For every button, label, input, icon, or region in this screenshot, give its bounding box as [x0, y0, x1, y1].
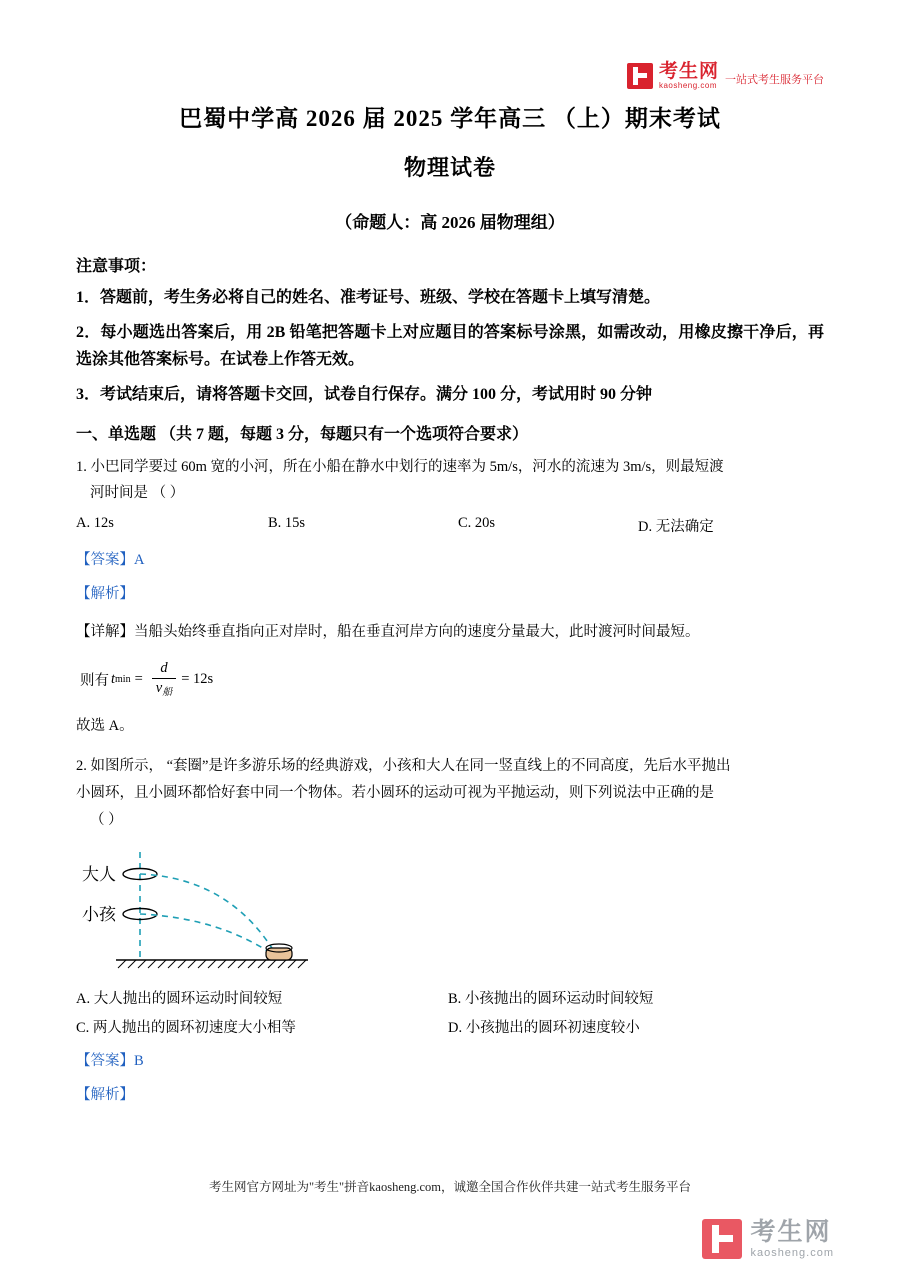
formula-fraction	[152, 660, 176, 698]
option-b[interactable]: B. 小孩抛出的圆环运动时间较短	[448, 990, 654, 1007]
composer-line: （命题人：高 2026 届物理组）	[335, 213, 565, 232]
question-2-analysis-label-wrap	[76, 1082, 824, 1108]
question-2-stem	[76, 753, 824, 833]
question-2-text-line1: 如图所示， “套圈”是许多游乐场的经典游戏，小孩和大人在同一竖直线上的不同高度，先后水平抛出	[90, 758, 731, 775]
analysis-label: 【解析】	[76, 586, 134, 603]
detail-text: 当船头始终垂直指向正对岸时，船在垂直河岸方向的速度分量最大，此时渡河时间最短。	[134, 624, 700, 641]
question-1-text-line2: 河时间是 （ ）	[90, 485, 185, 502]
option-d[interactable]: D. 无法确定	[638, 519, 714, 536]
question-1-detail	[76, 619, 824, 646]
site-logo	[627, 62, 824, 90]
footer-text-before: 考生网官方网址为"考生"拼音	[208, 1180, 370, 1194]
logo-title: 考生网	[658, 61, 719, 82]
page-footer	[0, 1177, 900, 1195]
notice-item: 2．每小题选出答案后，用 2B 铅笔把答题卡上对应题目的答案标号涂黑，如需改动，用橡皮擦干净后，再选涂其他答案标号。在试卷上作答无效。	[76, 324, 824, 368]
answer-label: 【答案】	[76, 552, 134, 569]
footer-text-after: ，诚邀全国合作伙伴共建一站式考生服务平台	[441, 1180, 692, 1194]
watermark-logo-icon	[702, 1219, 742, 1259]
question-1-conclusion: 故选 A。	[76, 718, 134, 735]
toss-ring-diagram	[82, 844, 392, 974]
watermark-subtitle: kaosheng.com	[750, 1246, 834, 1259]
question-1-text-line1: 小巴同学要过 60m 宽的小河，所在小船在静水中划行的速率为 5m/s，河水的流速为 3m/s，则最短渡	[90, 458, 724, 475]
question-2-text-line2: 小圆环，且小圆环都恰好套中同一个物体。若小圆环的运动可视为平抛运动，则下列说法中正确的是	[76, 784, 714, 801]
analysis-label: 【解析】	[76, 1086, 134, 1103]
formula-result: = 12s	[181, 670, 214, 687]
page-title: 巴蜀中学高 2026 届 2025 学年高三 （上）期末考试	[179, 106, 721, 131]
logo-mark-icon	[627, 63, 653, 89]
question-1-analysis-label-wrap	[76, 581, 824, 607]
option-c[interactable]: C. 两人抛出的圆环初速度大小相等	[76, 1019, 296, 1036]
formula-denominator	[152, 678, 176, 698]
question-1-formula	[76, 660, 824, 698]
formula-lead: 则有	[80, 672, 109, 689]
answer-value: A	[134, 552, 145, 569]
answer-value: B	[134, 1052, 144, 1069]
formula-denominator-subscript: 船	[162, 687, 173, 699]
logo-subtitle: kaosheng.com	[658, 80, 718, 90]
page-subtitle: 物理试卷	[403, 155, 496, 180]
formula-numerator: d	[160, 660, 168, 677]
formula-denominator-var: v	[155, 680, 163, 697]
notices-heading: 注意事项：	[76, 258, 157, 275]
question-2-options-row2	[76, 1016, 824, 1037]
option-c[interactable]: C. 20s	[458, 515, 496, 532]
watermark-text	[750, 1219, 834, 1259]
question-2-text-line3: （ ）	[90, 811, 123, 828]
question-1-number: 1.	[76, 458, 87, 475]
question-1-answer	[76, 548, 824, 569]
detail-label: 【详解】	[76, 624, 134, 641]
watermark	[702, 1219, 834, 1259]
logo-slogan: 一站式考生服务平台	[725, 74, 824, 87]
option-b[interactable]: B. 15s	[268, 515, 306, 532]
logo-text	[659, 62, 719, 90]
question-2-options-row1	[76, 987, 824, 1008]
section-heading: 一、单选题 （共 7 题，每题 3 分，每题只有一个选项符合要求）	[76, 425, 529, 443]
notice-item: 1．答题前，考生务必将自己的姓名、准考证号、班级、学校在答题卡上填写清楚。	[76, 289, 661, 306]
formula-equals-1: =	[134, 670, 143, 687]
formula-variable-subscript: min	[115, 673, 131, 685]
watermark-title: 考生网	[750, 1218, 832, 1247]
question-2-figure	[82, 844, 824, 979]
option-d[interactable]: D. 小孩抛出的圆环初速度较小	[448, 1019, 640, 1036]
notice-item: 3．考试结束后，请将答题卡交回，试卷自行保存。满分 100 分，考试用时 90 分钟	[76, 386, 653, 404]
footer-domain: kaosheng.com	[369, 1180, 442, 1194]
answer-label: 【答案】	[76, 1052, 134, 1069]
option-a[interactable]: A. 大人抛出的圆环运动时间较短	[76, 990, 283, 1007]
option-a[interactable]: A. 12s	[76, 515, 114, 532]
svg-text:小孩: 小孩	[82, 904, 116, 924]
question-2-number: 2.	[76, 758, 87, 775]
question-1-stem	[76, 454, 824, 508]
question-2-answer	[76, 1049, 824, 1070]
svg-text:大人: 大人	[82, 864, 116, 884]
question-1-options	[76, 515, 824, 536]
formula-variable: t	[111, 670, 116, 687]
